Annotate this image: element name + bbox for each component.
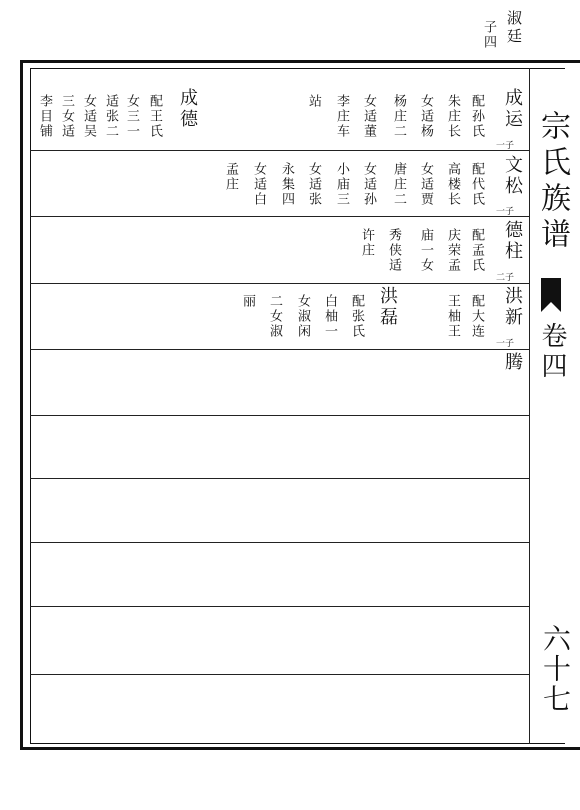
village-line: 李庄车: [334, 94, 349, 139]
generation-name: 腾: [502, 352, 523, 373]
row-divider: [30, 150, 530, 151]
village-line: 朱庄长: [445, 94, 460, 139]
row-divider: [30, 542, 530, 543]
village-line: 唐庄二: [391, 162, 406, 207]
spouse-line: 配代氏: [469, 162, 484, 207]
daughter-line: 女适贾: [418, 162, 433, 207]
header-name-right: 淑廷: [505, 10, 523, 46]
row-divider: [30, 478, 530, 479]
spouse-line: 配大连: [469, 294, 484, 339]
row-divider: [30, 606, 530, 607]
village-line: 高楼长: [445, 162, 460, 207]
place-line: 站: [306, 94, 321, 109]
generation-name: 文松: [502, 155, 523, 197]
spouse-line: 配孙氏: [469, 94, 484, 139]
daughter-line: 女适孙: [361, 162, 376, 207]
rank-label: 一子: [496, 141, 515, 151]
chapter-label: 卷四: [537, 322, 567, 382]
rank-label: 一子: [496, 207, 515, 217]
daughter-line: 女三一: [124, 94, 139, 139]
generation-name: 德柱: [502, 220, 523, 262]
place-line: 丽: [240, 294, 255, 309]
row-divider: [30, 349, 530, 350]
spouse-line: 配孟氏: [469, 228, 484, 273]
daughter-line: 适张二: [103, 94, 118, 139]
fish-tail-mark-icon: [541, 278, 561, 312]
row-divider: [30, 283, 530, 284]
header-name-left: 子四: [481, 20, 496, 50]
generation-name: 成德: [177, 88, 198, 130]
margin-separator: [529, 68, 530, 744]
daughter-line: 女适吴: [81, 94, 96, 139]
daughter-line: 秀侠适: [386, 228, 401, 273]
spouse-line: 配张氏: [349, 294, 364, 339]
daughter-line: 三女适: [59, 94, 74, 139]
place-line: 孟庄: [223, 162, 238, 192]
village-line: 杨庄二: [391, 94, 406, 139]
daughter-line: 女淑闲: [295, 294, 310, 339]
generation-name: 洪磊: [377, 286, 398, 328]
place-line: 许庄: [359, 228, 374, 258]
village-line: 永集四: [279, 162, 294, 207]
village-line: 小庙三: [334, 162, 349, 207]
rank-label: 二子: [496, 273, 515, 283]
rank-label: 一子: [496, 339, 515, 349]
person-line: 白柚一: [322, 294, 337, 339]
row-divider: [30, 674, 530, 675]
daughter-line: 女适董: [361, 94, 376, 139]
page-number: 六十七: [539, 624, 572, 714]
book-title: 宗氏族谱: [535, 110, 570, 254]
generation-name: 洪新: [502, 286, 523, 328]
daughter-line: 庙一女: [418, 228, 433, 273]
daughter-line: 女适杨: [418, 94, 433, 139]
daughter-line: 女适白: [251, 162, 266, 207]
generation-name: 成运: [502, 88, 523, 130]
table-border: [30, 68, 570, 744]
person-line: 庆荣孟: [445, 228, 460, 273]
daughter-line: 女适张: [306, 162, 321, 207]
row-divider: [30, 415, 530, 416]
place-line: 李目铺: [37, 94, 52, 139]
person-line: 王柚王: [445, 294, 460, 339]
row-divider: [30, 216, 530, 217]
daughter-line: 二女淑: [267, 294, 282, 339]
spouse-line: 配王氏: [147, 94, 162, 139]
